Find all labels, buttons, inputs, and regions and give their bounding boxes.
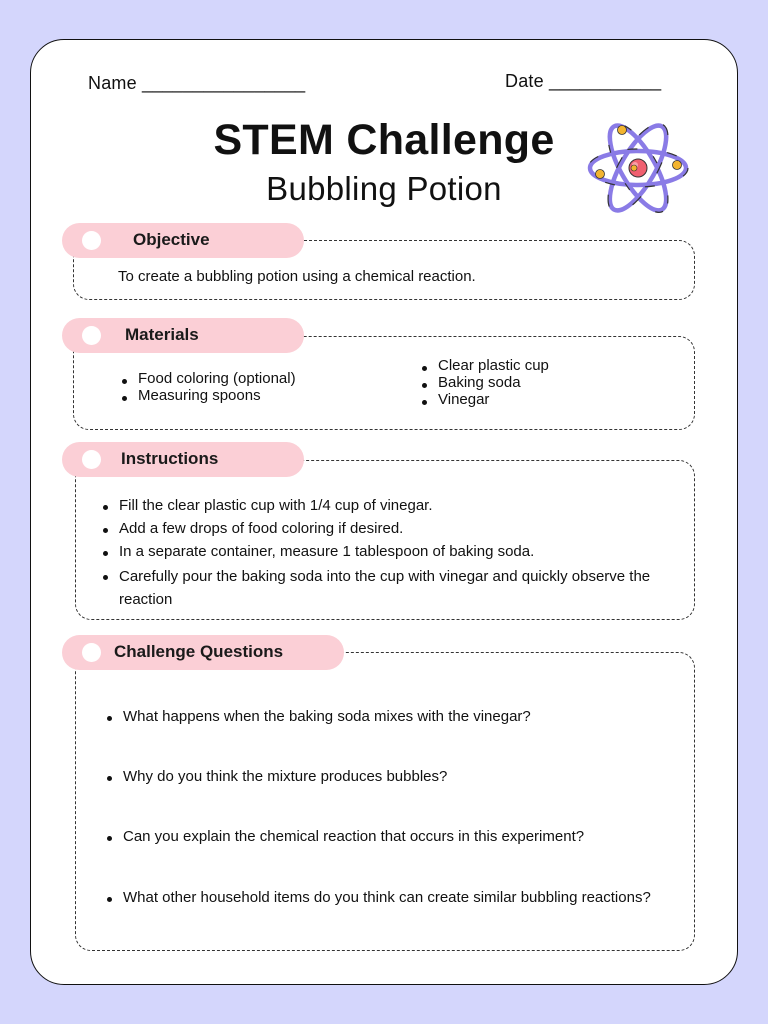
bullet-dot <box>82 326 101 345</box>
list-item: Clear plastic cup <box>418 357 549 374</box>
objective-text: To create a bubbling potion using a chemical reaction. <box>118 268 476 285</box>
list-item: Fill the clear plastic cup with 1/4 cup of vinegar. <box>99 496 679 519</box>
list-item: Food coloring (optional) <box>118 370 296 387</box>
list-item: Can you explain the chemical reaction that occurs in this experiment? <box>103 827 683 847</box>
materials-list-right <box>418 357 549 408</box>
list-item: What happens when the baking soda mixes with the vinegar? <box>103 707 683 727</box>
materials-heading-pill <box>62 318 304 353</box>
bullet-dot <box>82 643 101 662</box>
date-field[interactable]: Date ___________ <box>505 71 662 91</box>
page-subtitle: Bubbling Potion <box>266 170 502 207</box>
page-title: STEM Challenge <box>213 116 555 164</box>
list-item: What other household items do you think can create similar bubbling reactions? <box>103 888 683 908</box>
instructions-list <box>99 496 679 611</box>
list-item: Carefully pour the baking soda into the cup with vinegar and quickly observe the reaction <box>99 565 679 611</box>
objective-heading: Objective <box>133 230 210 249</box>
materials-list-left <box>118 370 296 404</box>
list-item: Why do you think the mixture produces bubbles? <box>103 767 683 787</box>
name-field[interactable]: Name ________________ <box>88 73 306 93</box>
objective-heading-pill <box>62 223 304 258</box>
list-item: Measuring spoons <box>118 387 296 404</box>
questions-heading-pill <box>62 635 344 670</box>
instructions-heading-pill <box>62 442 304 477</box>
list-item: In a separate container, measure 1 tablespoon of baking soda. <box>99 542 679 565</box>
bullet-dot <box>82 450 101 469</box>
list-item: Add a few drops of food coloring if desired. <box>99 519 679 542</box>
instructions-heading: Instructions <box>121 449 219 468</box>
questions-heading: Challenge Questions <box>114 642 284 661</box>
atom-icon <box>580 118 698 218</box>
bullet-dot <box>82 231 101 250</box>
list-item: Vinegar <box>418 391 549 408</box>
list-item: Baking soda <box>418 374 549 391</box>
materials-heading: Materials <box>125 325 199 344</box>
